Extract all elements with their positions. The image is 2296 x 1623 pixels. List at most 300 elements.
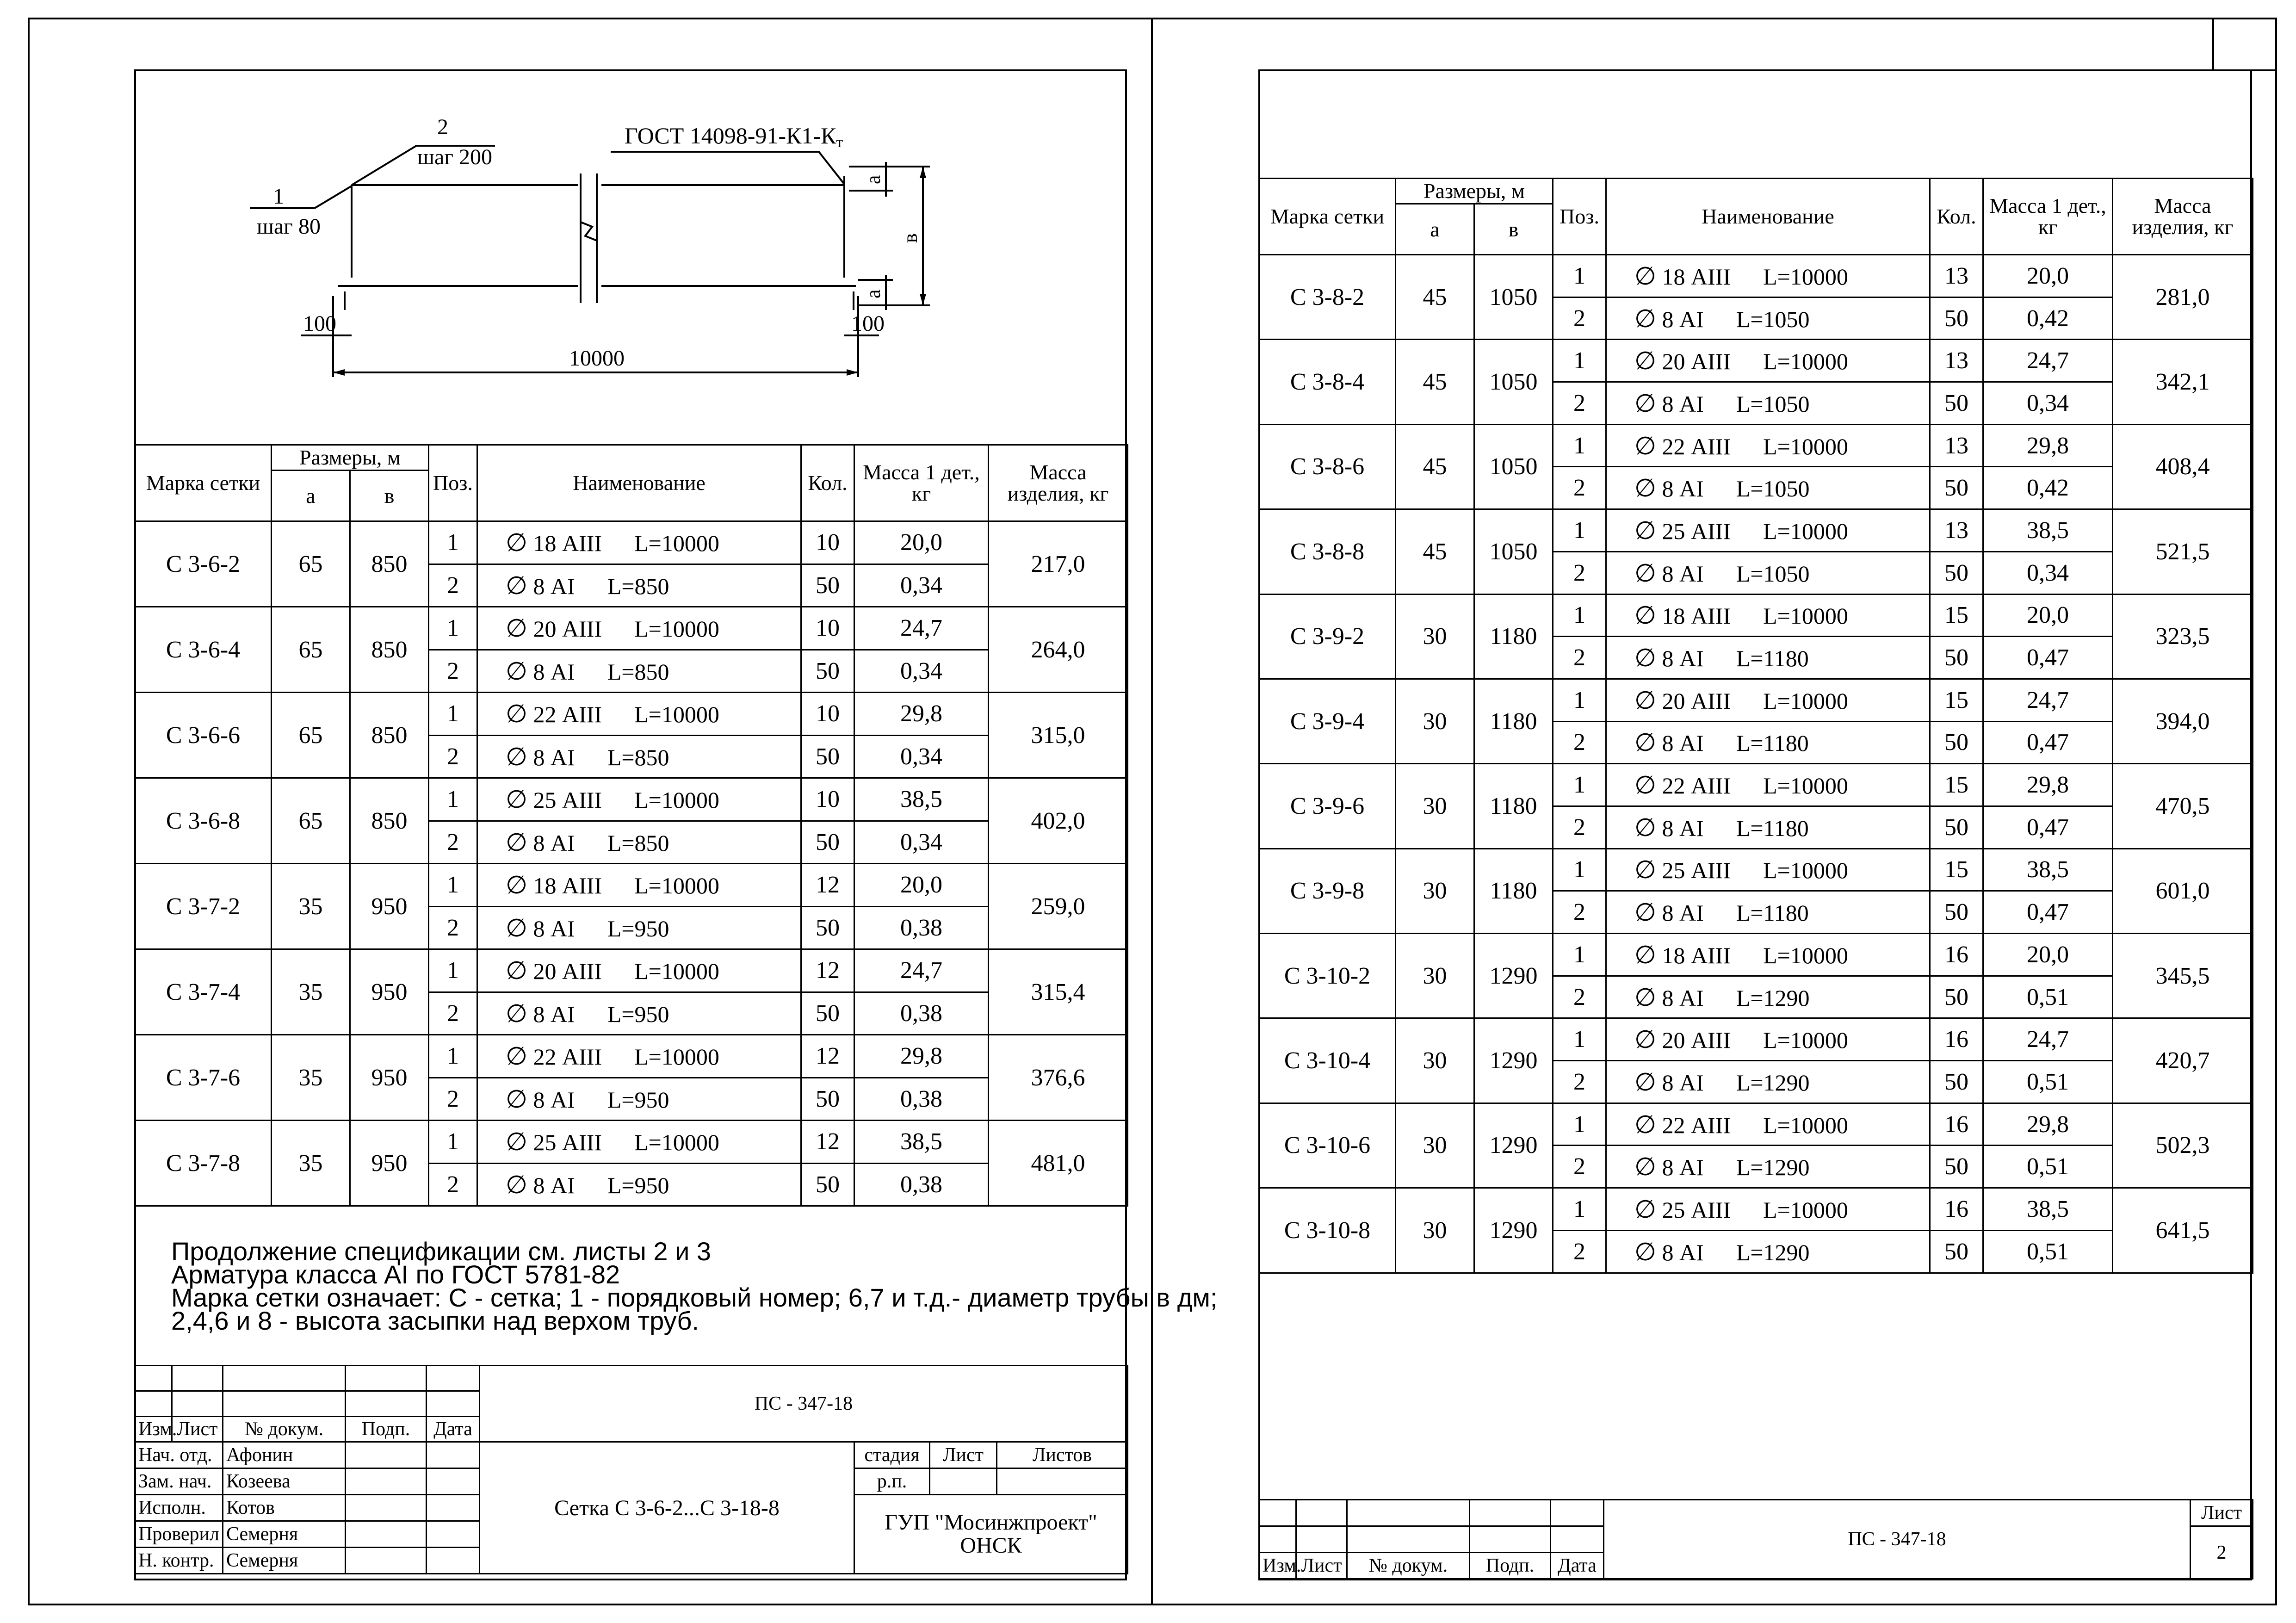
bar-spec: 18 АIII bbox=[1662, 942, 1731, 968]
mass-one-cell: 38,5 bbox=[854, 1121, 989, 1164]
bar-spec: 8 АI bbox=[1662, 1239, 1704, 1265]
name-cell bbox=[1606, 1230, 1930, 1273]
qty-cell: 16 bbox=[1930, 1188, 1983, 1231]
bar-spec: 8 АI bbox=[1662, 1154, 1704, 1181]
name-cell bbox=[477, 521, 801, 564]
col-sign: Подп. bbox=[1470, 1553, 1551, 1579]
tb-cell bbox=[1259, 1500, 1296, 1526]
table-row bbox=[135, 949, 1128, 992]
pos-cell: 2 bbox=[429, 564, 477, 607]
tb-cell bbox=[346, 1391, 427, 1417]
mark-cell: С 3-9-4 bbox=[1259, 679, 1396, 763]
col-list: Лист bbox=[172, 1417, 223, 1442]
diameter-icon: ∅ bbox=[1634, 474, 1657, 502]
diameter-icon: ∅ bbox=[506, 871, 528, 899]
sheet-divider bbox=[1151, 18, 1153, 1605]
size-a-cell: 45 bbox=[1396, 509, 1474, 594]
pos-cell: 2 bbox=[1553, 1146, 1606, 1188]
diameter-icon: ∅ bbox=[506, 1171, 528, 1199]
diameter-icon: ∅ bbox=[1634, 856, 1657, 884]
dim-left-100: 100 bbox=[303, 311, 336, 336]
qty-cell: 13 bbox=[1930, 255, 1983, 297]
qty-cell: 12 bbox=[801, 1035, 854, 1078]
qty-cell: 12 bbox=[801, 1121, 854, 1164]
name-cell bbox=[477, 864, 801, 907]
pos-cell: 1 bbox=[1553, 509, 1606, 552]
mass-one-cell: 0,38 bbox=[854, 1163, 989, 1206]
diameter-icon: ∅ bbox=[506, 700, 528, 728]
mass-total-cell: 259,0 bbox=[989, 864, 1128, 949]
mass-one-cell: 38,5 bbox=[1983, 849, 2113, 891]
table-row bbox=[1259, 1103, 2253, 1146]
size-a-cell: 35 bbox=[272, 1035, 350, 1121]
diameter-icon: ∅ bbox=[1634, 1153, 1657, 1181]
bar-spec: 8 АI bbox=[1662, 476, 1704, 502]
size-a-cell: 65 bbox=[272, 607, 350, 693]
tb-cell bbox=[427, 1442, 480, 1468]
bar-length: L=10000 bbox=[1763, 263, 1848, 290]
diameter-icon: ∅ bbox=[1634, 601, 1657, 630]
name-cell bbox=[477, 693, 801, 736]
pos-cell: 2 bbox=[1553, 297, 1606, 340]
header-name: Наименование bbox=[477, 445, 801, 521]
title-block-sheet1 bbox=[134, 1365, 1128, 1574]
bar-spec: 8 АI bbox=[533, 1001, 575, 1027]
size-a-cell: 35 bbox=[272, 864, 350, 949]
bar-spec: 20 АIII bbox=[1662, 348, 1731, 375]
name-cell bbox=[1606, 467, 1930, 509]
mass-one-cell: 0,42 bbox=[1983, 467, 2113, 509]
name-cell bbox=[477, 1163, 801, 1206]
qty-cell: 50 bbox=[1930, 891, 1983, 934]
spec-table-sheet2 bbox=[1258, 178, 2253, 1274]
diameter-icon: ∅ bbox=[1634, 1026, 1657, 1054]
size-v-cell: 1050 bbox=[1474, 424, 1553, 509]
mass-one-cell: 20,0 bbox=[1983, 594, 2113, 637]
bar-length: L=10000 bbox=[634, 530, 719, 557]
qty-cell: 50 bbox=[801, 564, 854, 607]
pos2-step: шаг 200 bbox=[417, 145, 492, 169]
pos-cell: 2 bbox=[429, 735, 477, 778]
mark-cell: С 3-10-8 bbox=[1259, 1188, 1396, 1273]
table-row bbox=[1259, 679, 2253, 721]
pos-cell: 1 bbox=[1553, 764, 1606, 806]
bar-length: L=1290 bbox=[1736, 1154, 1810, 1181]
tb-cell bbox=[172, 1366, 223, 1391]
diameter-icon: ∅ bbox=[1634, 1195, 1657, 1223]
bar-length: L=1290 bbox=[1736, 1239, 1810, 1265]
qty-cell: 10 bbox=[801, 693, 854, 736]
qty-cell: 50 bbox=[801, 1163, 854, 1206]
mass-total-cell: 521,5 bbox=[2113, 509, 2253, 594]
dim-a-bottom: а bbox=[862, 289, 885, 298]
bar-spec: 8 АI bbox=[1662, 815, 1704, 841]
dim-right-100: 100 bbox=[851, 311, 885, 336]
bar-length: L=10000 bbox=[1763, 857, 1848, 884]
pos-cell: 1 bbox=[429, 693, 477, 736]
bar-spec: 8 АI bbox=[1662, 390, 1704, 417]
mass-one-cell: 24,7 bbox=[1983, 1018, 2113, 1061]
header-a: а bbox=[1396, 204, 1474, 255]
diameter-icon: ∅ bbox=[506, 657, 528, 685]
table-row bbox=[135, 864, 1128, 907]
col-doc: № докум. bbox=[223, 1417, 346, 1442]
size-v-cell: 950 bbox=[350, 949, 429, 1035]
qty-cell: 50 bbox=[1930, 806, 1983, 849]
mass-one-cell: 0,34 bbox=[1983, 382, 2113, 425]
tb-cell bbox=[427, 1495, 480, 1521]
bar-length: L=10000 bbox=[1763, 348, 1848, 375]
table-row bbox=[135, 521, 1128, 564]
document-code: ПС - 347-18 bbox=[480, 1366, 1128, 1442]
bar-spec: 8 АI bbox=[1662, 560, 1704, 587]
size-v-cell: 1180 bbox=[1474, 764, 1553, 849]
bar-spec: 8 АI bbox=[1662, 900, 1704, 926]
qty-cell: 50 bbox=[1930, 637, 1983, 679]
mesh-drawing bbox=[134, 69, 1127, 444]
tb-cell bbox=[1470, 1500, 1551, 1526]
size-v-cell: 850 bbox=[350, 693, 429, 778]
name-cell bbox=[477, 821, 801, 864]
tb-cell bbox=[997, 1468, 1128, 1495]
qty-cell: 16 bbox=[1930, 1103, 1983, 1146]
name-cell bbox=[1606, 509, 1930, 552]
mass-one-cell: 29,8 bbox=[1983, 764, 2113, 806]
qty-cell: 50 bbox=[1930, 1146, 1983, 1188]
mark-cell: С 3-6-4 bbox=[135, 607, 272, 693]
header-name: Наименование bbox=[1606, 179, 1930, 255]
col-sign: Подп. bbox=[346, 1417, 427, 1442]
name-cell bbox=[477, 650, 801, 693]
bar-length: L=850 bbox=[607, 830, 669, 856]
tb-cell bbox=[427, 1548, 480, 1574]
bar-spec: 8 АI bbox=[1662, 645, 1704, 672]
qty-cell: 50 bbox=[1930, 976, 1983, 1018]
header-pos: Поз. bbox=[1553, 179, 1606, 255]
table-row bbox=[135, 1035, 1128, 1078]
bar-length: L=10000 bbox=[1763, 773, 1848, 799]
mass-one-cell: 24,7 bbox=[854, 607, 989, 650]
diameter-icon: ∅ bbox=[506, 1128, 528, 1156]
size-v-cell: 1050 bbox=[1474, 509, 1553, 594]
mass-one-cell: 0,51 bbox=[1983, 1230, 2113, 1273]
pos-cell: 1 bbox=[429, 1121, 477, 1164]
mass-one-cell: 38,5 bbox=[1983, 509, 2113, 552]
qty-cell: 10 bbox=[801, 521, 854, 564]
mass-one-cell: 0,42 bbox=[1983, 297, 2113, 340]
name-cell bbox=[477, 949, 801, 992]
size-v-cell: 1290 bbox=[1474, 1018, 1553, 1103]
size-a-cell: 65 bbox=[272, 778, 350, 864]
mass-one-cell: 0,38 bbox=[854, 992, 989, 1035]
role-name: Котов bbox=[223, 1495, 346, 1521]
diameter-icon: ∅ bbox=[1634, 1238, 1657, 1266]
role-name: Семерня bbox=[223, 1521, 346, 1548]
header-mass-total: Масса изделия, кг bbox=[2113, 179, 2253, 255]
table-row bbox=[1259, 424, 2253, 467]
pos-cell: 2 bbox=[1553, 1230, 1606, 1273]
diameter-icon: ∅ bbox=[506, 1085, 528, 1113]
sheet-label: Лист bbox=[2191, 1500, 2253, 1526]
bar-spec: 20 АIII bbox=[1662, 688, 1731, 714]
tb-cell bbox=[172, 1391, 223, 1417]
mark-cell: С 3-10-4 bbox=[1259, 1018, 1396, 1103]
bar-spec: 8 АI bbox=[533, 573, 575, 599]
tb-cell bbox=[346, 1442, 427, 1468]
name-cell bbox=[477, 735, 801, 778]
qty-cell: 13 bbox=[1930, 424, 1983, 467]
mark-cell: С 3-8-2 bbox=[1259, 255, 1396, 340]
mark-cell: С 3-8-8 bbox=[1259, 509, 1396, 594]
pos-cell: 2 bbox=[1553, 382, 1606, 425]
mass-total-cell: 264,0 bbox=[989, 607, 1128, 693]
name-cell bbox=[1606, 1018, 1930, 1061]
diameter-icon: ∅ bbox=[1634, 813, 1657, 842]
notes-block bbox=[171, 1237, 1218, 1335]
qty-cell: 15 bbox=[1930, 764, 1983, 806]
pos-cell: 1 bbox=[1553, 1188, 1606, 1231]
role-name: Афонин bbox=[223, 1442, 346, 1468]
size-a-cell: 45 bbox=[1396, 340, 1474, 424]
tb-cell bbox=[1551, 1500, 1604, 1526]
name-cell bbox=[1606, 679, 1930, 721]
pos2-label: 2 bbox=[437, 115, 448, 139]
tb-cell bbox=[1296, 1526, 1347, 1553]
bar-length: L=10000 bbox=[1763, 688, 1848, 714]
table-row bbox=[1259, 594, 2253, 637]
pos-cell: 2 bbox=[1553, 976, 1606, 1018]
header-mark: Марка сетки bbox=[135, 445, 272, 521]
bar-spec: 8 АI bbox=[533, 1086, 575, 1113]
name-cell bbox=[1606, 297, 1930, 340]
name-cell bbox=[1606, 1061, 1930, 1103]
bar-length: L=1180 bbox=[1736, 645, 1809, 672]
size-a-cell: 30 bbox=[1396, 594, 1474, 679]
pos-cell: 1 bbox=[429, 607, 477, 650]
qty-cell: 50 bbox=[1930, 1061, 1983, 1103]
size-v-cell: 850 bbox=[350, 521, 429, 607]
tb-cell bbox=[346, 1521, 427, 1548]
table-row bbox=[1259, 340, 2253, 382]
name-cell bbox=[477, 778, 801, 821]
header-mass-total: Масса изделия, кг bbox=[989, 445, 1128, 521]
bar-spec: 20 АIII bbox=[533, 958, 602, 985]
pos-cell: 1 bbox=[1553, 679, 1606, 721]
tb-cell bbox=[1347, 1500, 1470, 1526]
diameter-icon: ∅ bbox=[1634, 262, 1657, 290]
diameter-icon: ∅ bbox=[1634, 559, 1657, 587]
diameter-icon: ∅ bbox=[506, 999, 528, 1028]
mass-total-cell: 315,4 bbox=[989, 949, 1128, 1035]
qty-cell: 50 bbox=[1930, 1230, 1983, 1273]
mass-one-cell: 20,0 bbox=[1983, 255, 2113, 297]
pos-cell: 1 bbox=[1553, 424, 1606, 467]
name-cell bbox=[1606, 764, 1930, 806]
table-row bbox=[1259, 1188, 2253, 1231]
bar-length: L=950 bbox=[607, 1001, 669, 1027]
bar-spec: 22 АIII bbox=[1662, 1112, 1731, 1138]
mass-one-cell: 0,47 bbox=[1983, 891, 2113, 934]
qty-cell: 12 bbox=[801, 864, 854, 907]
diameter-icon: ∅ bbox=[1634, 644, 1657, 672]
qty-cell: 15 bbox=[1930, 594, 1983, 637]
diameter-icon: ∅ bbox=[1634, 771, 1657, 799]
pos-cell: 2 bbox=[429, 1078, 477, 1121]
name-cell bbox=[1606, 551, 1930, 594]
diameter-icon: ∅ bbox=[506, 1042, 528, 1071]
size-a-cell: 30 bbox=[1396, 1188, 1474, 1273]
bar-length: L=10000 bbox=[1763, 433, 1848, 459]
diameter-icon: ∅ bbox=[1634, 1068, 1657, 1096]
table-row bbox=[1259, 764, 2253, 806]
size-a-cell: 30 bbox=[1396, 934, 1474, 1018]
bar-spec: 20 АIII bbox=[1662, 1027, 1731, 1053]
bar-spec: 8 АI bbox=[533, 1172, 575, 1198]
pos-cell: 2 bbox=[1553, 467, 1606, 509]
size-v-cell: 1290 bbox=[1474, 1103, 1553, 1188]
mark-cell: С 3-9-2 bbox=[1259, 594, 1396, 679]
tb-cell bbox=[930, 1468, 997, 1495]
size-a-cell: 65 bbox=[272, 693, 350, 778]
size-v-cell: 1290 bbox=[1474, 1188, 1553, 1273]
pos-cell: 1 bbox=[1553, 849, 1606, 891]
org-line2: ОНСК bbox=[960, 1533, 1022, 1558]
mark-cell: С 3-6-6 bbox=[135, 693, 272, 778]
bar-spec: 8 АI bbox=[533, 915, 575, 942]
pos-cell: 2 bbox=[429, 650, 477, 693]
bar-length: L=950 bbox=[607, 1172, 669, 1198]
size-v-cell: 950 bbox=[350, 1121, 429, 1206]
bar-spec: 8 АI bbox=[533, 830, 575, 856]
mass-one-cell: 24,7 bbox=[1983, 340, 2113, 382]
name-cell bbox=[1606, 255, 1930, 297]
mass-one-cell: 38,5 bbox=[854, 778, 989, 821]
name-cell bbox=[1606, 1188, 1930, 1231]
pos-cell: 1 bbox=[429, 864, 477, 907]
col-izm: Изм. bbox=[1259, 1553, 1296, 1579]
bar-spec: 22 АIII bbox=[533, 1044, 602, 1070]
mass-total-cell: 470,5 bbox=[2113, 764, 2253, 849]
header-pos: Поз. bbox=[429, 445, 477, 521]
note-line: 2,4,6 и 8 - высота засыпки над верхом труб. bbox=[171, 1306, 699, 1335]
diameter-icon: ∅ bbox=[1634, 686, 1657, 714]
name-cell bbox=[1606, 806, 1930, 849]
table-row bbox=[135, 778, 1128, 821]
name-cell bbox=[1606, 1103, 1930, 1146]
header-qty: Кол. bbox=[1930, 179, 1983, 255]
mass-one-cell: 0,38 bbox=[854, 906, 989, 949]
bar-spec: 22 АIII bbox=[533, 701, 602, 728]
mark-cell: С 3-10-2 bbox=[1259, 934, 1396, 1018]
qty-cell: 13 bbox=[1930, 509, 1983, 552]
diameter-icon: ∅ bbox=[1634, 898, 1657, 927]
pos-cell: 1 bbox=[1553, 594, 1606, 637]
header-mass-one: Масса 1 дет., кг bbox=[1983, 179, 2113, 255]
bar-spec: 8 АI bbox=[533, 744, 575, 770]
table-row bbox=[1259, 934, 2253, 976]
bar-length: L=1050 bbox=[1736, 560, 1810, 587]
name-cell bbox=[477, 564, 801, 607]
name-cell bbox=[1606, 382, 1930, 425]
bar-length: L=10000 bbox=[634, 787, 719, 813]
table-row bbox=[135, 693, 1128, 736]
mass-one-cell: 0,51 bbox=[1983, 976, 2113, 1018]
size-a-cell: 35 bbox=[272, 1121, 350, 1206]
bar-length: L=10000 bbox=[1763, 1027, 1848, 1053]
tb-cell bbox=[427, 1391, 480, 1417]
mass-total-cell: 481,0 bbox=[989, 1121, 1128, 1206]
qty-cell: 50 bbox=[1930, 382, 1983, 425]
col-date: Дата bbox=[427, 1417, 480, 1442]
diameter-icon: ∅ bbox=[1634, 432, 1657, 460]
name-cell bbox=[1606, 594, 1930, 637]
qty-cell: 13 bbox=[1930, 340, 1983, 382]
bar-length: L=10000 bbox=[634, 958, 719, 985]
header-mark: Марка сетки bbox=[1259, 179, 1396, 255]
tb-cell bbox=[346, 1548, 427, 1574]
diameter-icon: ∅ bbox=[506, 914, 528, 942]
tb-cell bbox=[135, 1366, 172, 1391]
bar-spec: 22 АIII bbox=[1662, 773, 1731, 799]
size-a-cell: 30 bbox=[1396, 679, 1474, 763]
table-row bbox=[1259, 1018, 2253, 1061]
size-a-cell: 65 bbox=[272, 521, 350, 607]
bar-spec: 18 АIII bbox=[1662, 603, 1731, 629]
qty-cell: 50 bbox=[1930, 721, 1983, 764]
diameter-icon: ∅ bbox=[1634, 729, 1657, 757]
mass-one-cell: 0,34 bbox=[1983, 551, 2113, 594]
pos-cell: 1 bbox=[429, 1035, 477, 1078]
tb-cell bbox=[223, 1391, 346, 1417]
header-v: в bbox=[350, 471, 429, 521]
organization bbox=[854, 1495, 1128, 1574]
size-a-cell: 30 bbox=[1396, 1018, 1474, 1103]
title-block-sheet2 bbox=[1258, 1499, 2253, 1580]
tb-cell bbox=[427, 1521, 480, 1548]
bar-length: L=10000 bbox=[634, 1129, 719, 1156]
bar-spec: 18 АIII bbox=[533, 530, 602, 557]
pos-cell: 1 bbox=[429, 521, 477, 564]
role-label: Зам. нач. bbox=[135, 1468, 223, 1495]
name-cell bbox=[477, 607, 801, 650]
tb-cell bbox=[427, 1366, 480, 1391]
size-v-cell: 850 bbox=[350, 607, 429, 693]
note-line: Продолжение спецификации см. листы 2 и 3 bbox=[171, 1237, 712, 1266]
mark-cell: С 3-6-8 bbox=[135, 778, 272, 864]
pos-cell: 1 bbox=[1553, 934, 1606, 976]
tb-cell bbox=[346, 1468, 427, 1495]
bar-length: L=10000 bbox=[634, 873, 719, 899]
dim-v: в bbox=[899, 233, 922, 243]
bar-length: L=10000 bbox=[634, 1044, 719, 1070]
mass-one-cell: 0,51 bbox=[1983, 1146, 2113, 1188]
pos-cell: 2 bbox=[1553, 806, 1606, 849]
mark-cell: С 3-7-8 bbox=[135, 1121, 272, 1206]
mass-one-cell: 24,7 bbox=[854, 949, 989, 992]
bar-length: L=1290 bbox=[1736, 1069, 1810, 1096]
note-line: Марка сетки означает: С - сетка; 1 - порядковый номер; 6,7 и т.д.- диаметр трубы в дм; bbox=[171, 1283, 1218, 1312]
pos-cell: 2 bbox=[429, 992, 477, 1035]
qty-cell: 12 bbox=[801, 949, 854, 992]
table-row bbox=[135, 1121, 1128, 1164]
qty-cell: 50 bbox=[801, 906, 854, 949]
role-name: Семерня bbox=[223, 1548, 346, 1574]
lists-header: Листов bbox=[997, 1442, 1128, 1468]
size-v-cell: 1180 bbox=[1474, 679, 1553, 763]
mass-total-cell: 345,5 bbox=[2113, 934, 2253, 1018]
table-row bbox=[1259, 849, 2253, 891]
stage-value: р.п. bbox=[854, 1468, 930, 1495]
